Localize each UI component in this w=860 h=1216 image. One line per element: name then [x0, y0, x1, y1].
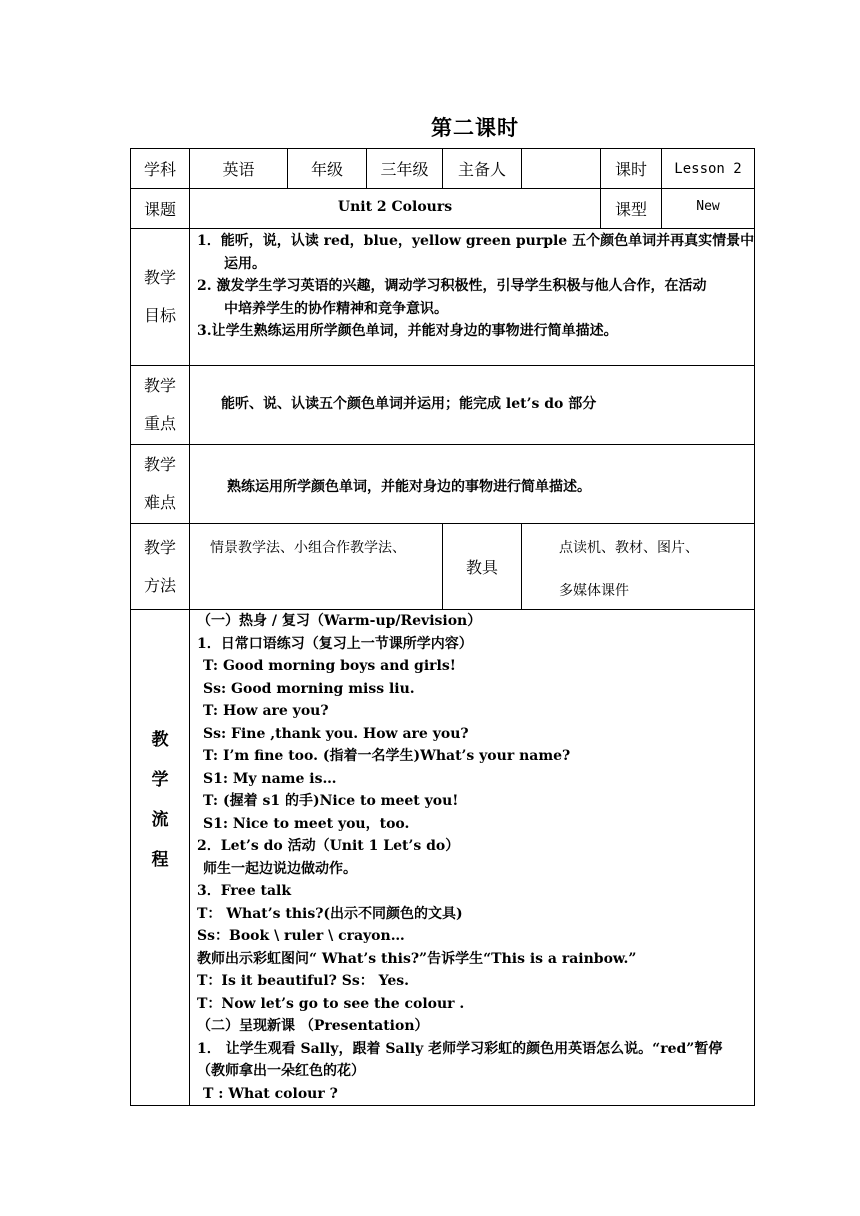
process-line: S1: My name is… [203, 770, 337, 787]
methods-label-1: 教学 [143, 537, 176, 557]
process-line: T: (握着 s1 的手)Nice to meet you! [203, 793, 459, 809]
objectives-label [131, 229, 189, 365]
topic-label: 课题 [143, 200, 176, 219]
process-label-char: 学 [151, 770, 169, 790]
process-line: Ss: Good morning miss liu. [203, 680, 415, 697]
subject-value: 英语 [222, 160, 255, 179]
process-line: T: I’m fine too. (指着一名学生)What’s your name? [203, 748, 571, 764]
process-line: T：Is it beautiful? Ss： Yes. [197, 973, 410, 989]
objectives-text [197, 230, 754, 343]
process-line: Ss：Book \ ruler \ crayon… [197, 928, 405, 944]
process-line: 3．Free talk [197, 883, 292, 899]
process-label-char: 流 [151, 810, 169, 830]
process-line: 2．Let’s do 活动（Unit 1 Let’s do） [197, 838, 460, 854]
preparer-label: 主备人 [457, 160, 506, 179]
objectives-label-2: 目标 [143, 306, 176, 325]
topic-value [190, 189, 600, 226]
process-label [131, 720, 189, 880]
topic-value-text: Unit 2 Colours [337, 199, 453, 215]
process-label-char: 教 [151, 730, 169, 750]
objectives-label-1: 教学 [143, 268, 176, 287]
grade-value: 三年级 [380, 160, 429, 179]
process-line: T: Good morning boys and girls! [203, 658, 456, 674]
tools-line-2: 多媒体课件 [559, 583, 629, 599]
period-value: Lesson 2 [674, 160, 742, 177]
process-line: Ss: Fine ,thank you. How are you? [203, 725, 469, 742]
methods-label-2: 方法 [143, 575, 176, 595]
process-line: 1．日常口语练习（复习上一节课所学内容） [197, 635, 473, 652]
process-line: 教师出示彩虹图问“ What’s this?”告诉学生“This is a rainbow.” [197, 950, 637, 967]
objective-line: 1．能听，说，认读 red，blue，yellow green purple 五个颜色单词并再真实情景中 [197, 233, 755, 249]
process-line: （一）热身 / 复习（Warm-up/Revision） [197, 613, 482, 629]
key-points-label-1: 教学 [143, 376, 176, 395]
process-text [197, 610, 722, 1105]
process-line: T： What’s this?(出示不同颜色的文具) [197, 905, 463, 922]
key-points-text: 能听、说、认读五个颜色单词并运用；能完成 let’s do 部分 [221, 396, 597, 412]
methods-text: 情景教学法、小组合作教学法、 [210, 540, 406, 556]
methods-label [131, 524, 189, 609]
process-line: S1: Nice to meet you，too. [203, 815, 410, 832]
key-points-label-2: 重点 [143, 414, 176, 433]
process-line: T：Now let’s go to see the colour . [197, 995, 465, 1012]
process-line: T: How are you? [203, 703, 329, 719]
process-line: （二）呈现新课 （Presentation） [197, 1018, 429, 1034]
process-line: 师生一起边说边做动作。 [203, 860, 357, 877]
type-value [662, 189, 754, 228]
preparer-value [522, 149, 600, 188]
objective-line: 3.让学生熟练运用所学颜色单词，并能对身边的事物进行简单描述。 [197, 323, 618, 339]
difficulties-text: 熟练运用所学颜色单词，并能对身边的事物进行简单描述。 [227, 479, 591, 495]
objective-line: 中培养学生的协作精神和竞争意识。 [224, 300, 448, 317]
process-line: （教师拿出一朵红色的花） [197, 1063, 365, 1079]
process-line: T : What colour ? [203, 1085, 338, 1102]
grade-label: 年级 [310, 160, 343, 179]
subject-label: 学科 [143, 160, 176, 179]
difficulties-label-1: 教学 [143, 455, 176, 474]
difficulties-label-2: 难点 [143, 493, 176, 512]
key-points-label [131, 366, 189, 444]
period-label: 课时 [614, 160, 647, 179]
type-value-text: New [696, 199, 720, 214]
objective-line: 运用。 [224, 255, 266, 272]
tools-label: 教具 [465, 558, 498, 577]
difficulties-label [131, 445, 189, 523]
objective-line: 2. 激发学生学习英语的兴趣，调动学习积极性，引导学生积极与他人合作，在活动 [197, 278, 707, 294]
process-line: 1． 让学生观看 Sally，跟着 Sally 老师学习彩虹的颜色用英语怎么说。“red”暂停 [197, 1040, 723, 1057]
tools-line-1: 点读机、教材、图片、 [559, 540, 699, 556]
type-label: 课型 [614, 200, 647, 219]
process-label-char: 程 [151, 850, 169, 870]
page-title: 第二课时 [431, 115, 519, 140]
